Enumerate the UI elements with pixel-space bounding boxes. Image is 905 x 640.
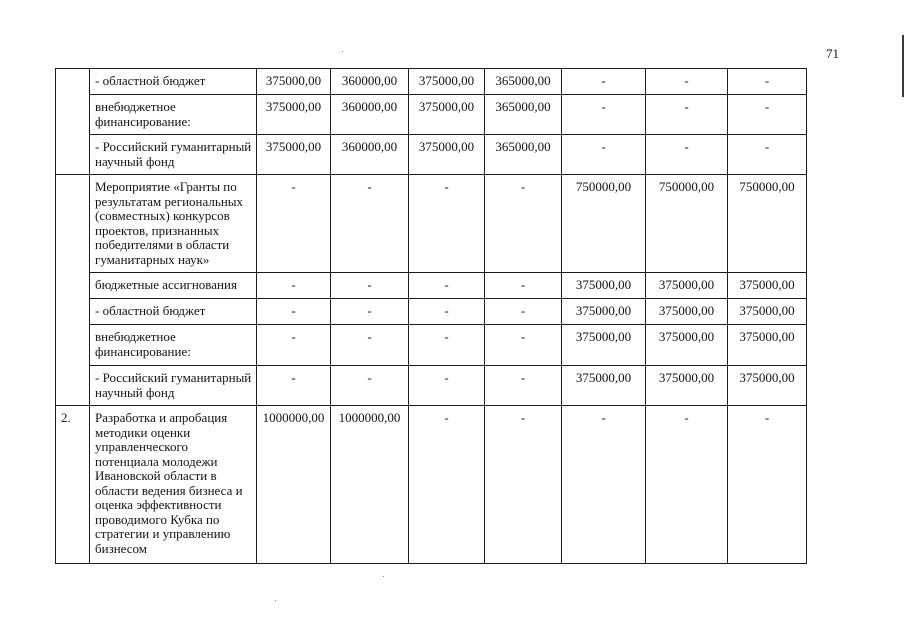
value-cell: - — [331, 366, 409, 406]
table-row — [56, 135, 807, 175]
table-row — [56, 273, 807, 299]
table-row — [56, 299, 807, 325]
value-cell: - — [331, 273, 409, 299]
scan-edge-mark — [902, 35, 904, 97]
value-cell: 375000,00 — [646, 325, 728, 366]
value-cell: - — [646, 406, 728, 564]
row-number-cell — [56, 69, 90, 175]
value-cell: 365000,00 — [485, 95, 562, 135]
scan-speck — [275, 600, 276, 601]
value-cell: 375000,00 — [562, 299, 646, 325]
value-cell: - — [257, 366, 331, 406]
value-cell: 375000,00 — [728, 366, 807, 406]
value-cell: 375000,00 — [646, 299, 728, 325]
row-label: бюджетные ассигнования — [90, 273, 257, 299]
value-cell: - — [409, 406, 485, 564]
value-cell: 750000,00 — [562, 175, 646, 273]
value-cell: - — [562, 69, 646, 95]
value-cell: - — [485, 325, 562, 366]
value-cell: 375000,00 — [728, 325, 807, 366]
page-number: 71 — [826, 46, 839, 61]
value-cell: 375000,00 — [562, 325, 646, 366]
value-cell: 375000,00 — [257, 135, 331, 175]
row-label: внебюджетное финансирование: — [90, 95, 257, 135]
table-row — [56, 366, 807, 406]
value-cell: - — [562, 95, 646, 135]
value-cell: - — [409, 175, 485, 273]
value-cell: - — [485, 273, 562, 299]
value-cell: - — [331, 175, 409, 273]
value-cell: - — [728, 406, 807, 564]
value-cell: - — [485, 406, 562, 564]
value-cell: 375000,00 — [646, 273, 728, 299]
value-cell: - — [257, 175, 331, 273]
value-cell: 360000,00 — [331, 135, 409, 175]
value-cell: - — [485, 366, 562, 406]
table-row — [56, 406, 807, 564]
table-row — [56, 69, 807, 95]
scan-speck — [342, 51, 343, 52]
value-cell: - — [728, 135, 807, 175]
value-cell: - — [728, 69, 807, 95]
value-cell: 360000,00 — [331, 95, 409, 135]
value-cell: - — [646, 95, 728, 135]
value-cell: 375000,00 — [646, 366, 728, 406]
value-cell: 375000,00 — [257, 69, 331, 95]
value-cell: 1000000,00 — [331, 406, 409, 564]
value-cell: - — [646, 135, 728, 175]
value-cell: - — [409, 299, 485, 325]
value-cell: 375000,00 — [409, 95, 485, 135]
value-cell: - — [562, 406, 646, 564]
value-cell: - — [562, 135, 646, 175]
row-label: - областной бюджет — [90, 69, 257, 95]
table-row — [56, 175, 807, 273]
row-label: - областной бюджет — [90, 299, 257, 325]
row-label: Мероприятие «Гранты по результатам региональных (совместных) конкурсов проектов, признанных победителями в области гуманитарных наук» — [90, 175, 257, 273]
budget-table — [55, 68, 807, 564]
value-cell: - — [409, 366, 485, 406]
value-cell: 375000,00 — [562, 366, 646, 406]
value-cell: - — [485, 175, 562, 273]
value-cell: - — [257, 325, 331, 366]
row-number-cell: 2. — [56, 406, 90, 564]
value-cell: - — [728, 95, 807, 135]
table-row — [56, 325, 807, 366]
value-cell: 375000,00 — [409, 69, 485, 95]
scan-speck — [383, 576, 384, 577]
value-cell: 750000,00 — [646, 175, 728, 273]
value-cell: 365000,00 — [485, 135, 562, 175]
value-cell: 375000,00 — [562, 273, 646, 299]
row-label: - Российский гуманитарный научный фонд — [90, 366, 257, 406]
value-cell: - — [257, 299, 331, 325]
table-row — [56, 95, 807, 135]
value-cell: 375000,00 — [257, 95, 331, 135]
value-cell: - — [409, 273, 485, 299]
value-cell: 750000,00 — [728, 175, 807, 273]
value-cell: 375000,00 — [409, 135, 485, 175]
value-cell: 365000,00 — [485, 69, 562, 95]
value-cell: - — [331, 299, 409, 325]
row-label: - Российский гуманитарный научный фонд — [90, 135, 257, 175]
row-label: внебюджетное финансирование: — [90, 325, 257, 366]
value-cell: 360000,00 — [331, 69, 409, 95]
row-number-cell — [56, 175, 90, 406]
value-cell: 375000,00 — [728, 299, 807, 325]
value-cell: - — [485, 299, 562, 325]
value-cell: 1000000,00 — [257, 406, 331, 564]
value-cell: - — [331, 325, 409, 366]
value-cell: - — [257, 273, 331, 299]
value-cell: - — [646, 69, 728, 95]
value-cell: 375000,00 — [728, 273, 807, 299]
value-cell: - — [409, 325, 485, 366]
row-label: Разработка и апробация методики оценки управленческого потенциала молодежи Ивановской области в области ведения бизнеса и оценка эффективности проводимого Кубка по стратегии и управлению бизнесом — [90, 406, 257, 564]
